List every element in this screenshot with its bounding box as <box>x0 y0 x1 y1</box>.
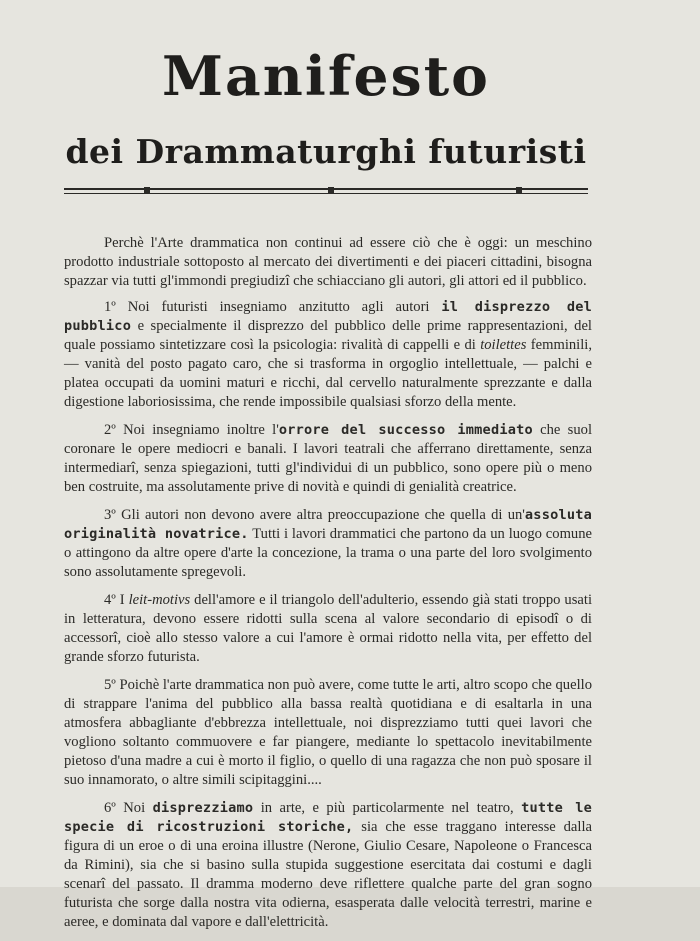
paragraph-text: e specialmente il disprezzo del pubblico delle prime rappresentazioni, del quale possiamo sintetizzare così la psicologia: rivalità di cappelli e di <box>64 318 592 353</box>
paragraph-point-1 <box>64 298 592 412</box>
page-title: Manifesto <box>162 44 490 108</box>
paragraph-text: 1º Noi futuristi insegniamo anzitutto agli autori <box>104 299 442 315</box>
paragraph-text: Tutti i lavori drammatici che partono da un luogo comune o attingono da altre opere d'arte la concezione, la trama o una parte del loro svolgimento sono assolutamente spregevoli. <box>64 526 593 580</box>
italic-text: leit-motivs <box>128 592 191 608</box>
page-subtitle: dei Drammaturghi futuristi <box>65 132 587 171</box>
emphasis-text: disprezziamo <box>152 800 254 816</box>
paragraph-point-3 <box>64 506 592 582</box>
paragraph-point-5 <box>64 676 592 790</box>
paragraph-text: 4º I <box>104 592 129 608</box>
paragraph-text: femminili, — vanità del posto pagato caro, che si trasforma in orgoglio intellettuale, — palchi e platea occupati da uomini maturi e ricchi, dal cervello naturalmente sprezzante e dalla digestione laboriosissima, che rende impossibile qualsiasi sforzo della mente. <box>64 337 592 410</box>
paragraph-point-2 <box>64 421 592 497</box>
paragraph-text: che suol coronare le opere mediocri e banali. I lavori teatrali che afferrano direttamente, senza intermediarî, senza spiegazioni, tutti gl'individui di un pubblico, sono opere più o meno ben costruite, ma assolutamente prive di novità e quindi di genialità creatrice. <box>64 422 592 495</box>
paragraph-text: sia che esse traggano interesse dalla figura di un eroe o di una eroina illustre (Nerone, Giulio Cesare, Napoleone o Francesca da Rimini), sia che si basino sulla stupida suggestione esercitata dai costumi e dagli scenarî del passato. Il dramma moderno deve riflettere qualche parte del gran sogno futurista che sorge dalla nostra vita odierna, esasperata dalle velocità terrestri, marine e aeree, e dominata dal vapore e dall'elettricità. <box>64 819 592 930</box>
paragraph-point-6 <box>64 799 592 932</box>
italic-text: toilettes <box>480 337 527 353</box>
rule-line <box>64 193 588 194</box>
paragraph-point-4 <box>64 591 592 667</box>
manifesto-body <box>64 234 592 941</box>
paragraph-text: 6º Noi <box>104 800 153 816</box>
paragraph-text: 2º Noi insegniamo inoltre l' <box>104 422 279 438</box>
paragraph-text: 3º Gli autori non devono avere altra preoccupazione che quella di un' <box>104 507 525 523</box>
paragraph-intro <box>64 234 592 291</box>
paragraph-text: in arte, e più particolarmente nel teatro, <box>253 800 522 816</box>
rule-line <box>64 188 588 190</box>
rule-ornament <box>516 187 522 194</box>
rule-ornament <box>144 187 150 194</box>
decorative-rule <box>64 184 588 198</box>
paragraph-text: 5º Poichè l'arte drammatica non può avere, come tutte le arti, altro scopo che quello di strappare l'anima del pubblico alla bassa realtà quotidiana e di esaltarla in una atmosfera abbagliante d'ebbrezza intellettuale, noi disprezziamo tutti quei lavori che vogliono soltanto commuovere e far piangere, mediante lo spettacolo inevitabilmente pietoso d'una madre a cui è morto il figlio, o quello di una ragazza che non può sposare il suo innamorato, o altre simili scipitaggini.... <box>64 677 592 788</box>
emphasis-text: il disprezzo del pubblico <box>64 299 592 334</box>
paragraph-text: dell'amore e il triangolo dell'adulterio, essendo già stati troppo usati in letteratura, devono essere ridotti sulla scena al valore secondario di episodî o di accessorî, cioè allo stesso valore a cui l'amore è ormai ridotto nella vita, per effetto del grande sforzo futurista. <box>64 592 592 665</box>
emphasis-text: tutte le specie di ricostruzioni storiche, <box>64 800 593 835</box>
rule-ornament <box>328 187 334 194</box>
emphasis-text: orrore del successo immediato <box>278 422 533 438</box>
paragraph-text: Perchè l'Arte drammatica non continui ad essere ciò che è oggi: un meschino prodotto industriale sottoposto al mercato dei divertimenti e dei piaceri cittadini, bisogna spazzar via tutti gl'immondi pregiudizî che schiacciano gli autori, gli attori ed il pubblico. <box>64 235 592 289</box>
emphasis-text: assoluta originalità novatrice. <box>64 507 592 542</box>
